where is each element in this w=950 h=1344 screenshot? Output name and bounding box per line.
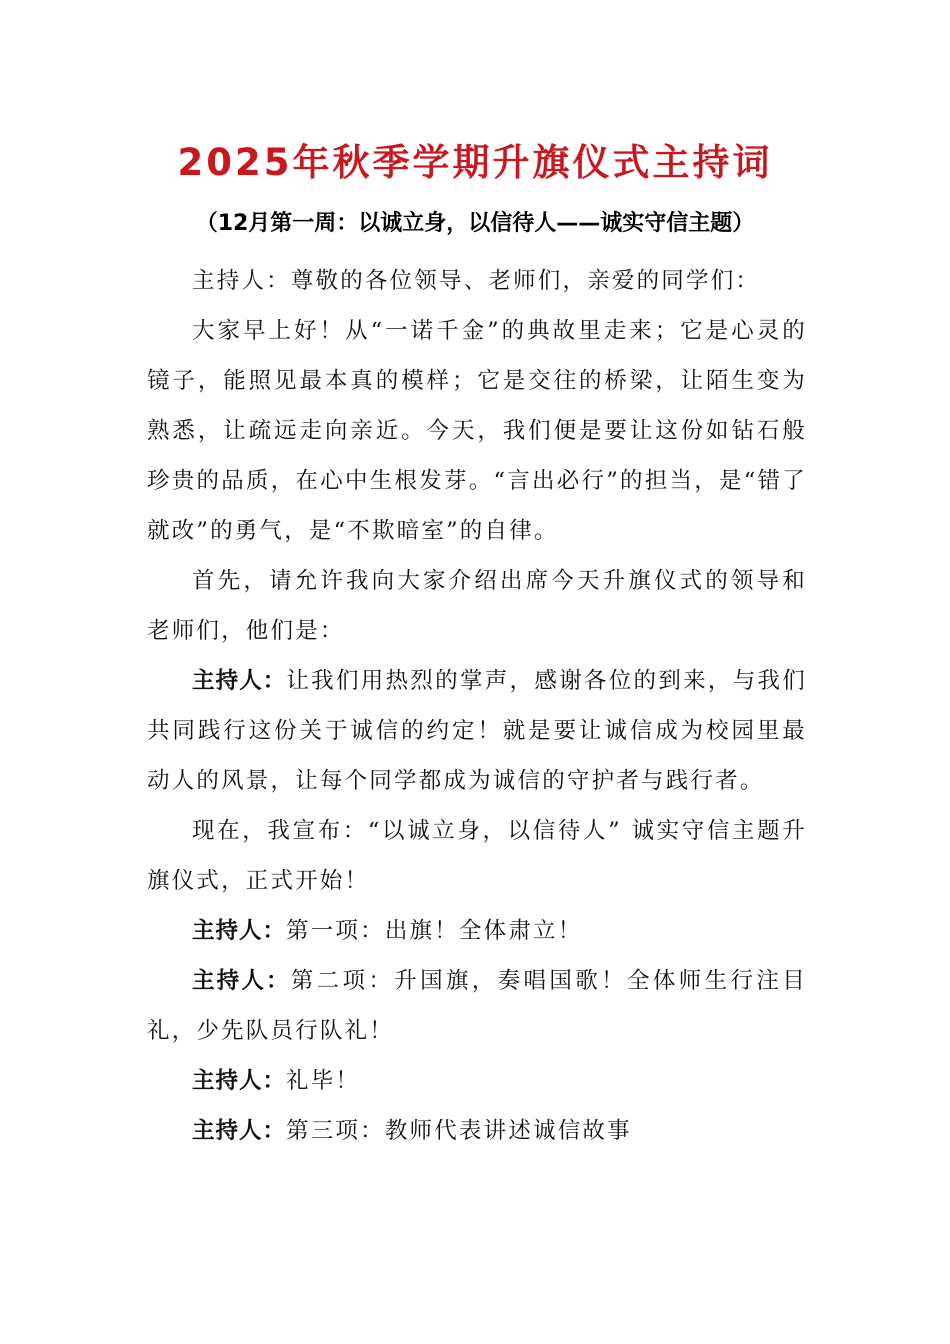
speaker-label: 主持人： bbox=[192, 968, 291, 994]
paragraph-announcement bbox=[147, 806, 807, 906]
paragraph-step-1 bbox=[147, 906, 807, 956]
paragraph-thanks bbox=[147, 656, 807, 806]
paragraph-text: 首先，请允许我向大家介绍出席今天升旗仪式的领导和老师们，他们是： bbox=[147, 568, 807, 644]
paragraph-introduction bbox=[147, 556, 807, 656]
paragraph-step-2 bbox=[147, 956, 807, 1056]
paragraph-text: 第一项：出旗！全体肃立！ bbox=[286, 918, 583, 944]
speaker-label: 主持人： bbox=[192, 1068, 287, 1094]
paragraph-text: 礼毕！ bbox=[286, 1068, 361, 1094]
paragraph-text: 第二项：升国旗，奏唱国歌！全体师生行注目礼，少先队员行队礼！ bbox=[147, 968, 807, 1044]
paragraph-text: 大家早上好！从“一诺千金”的典故里走来；它是心灵的镜子，能照见最本真的模样；它是交往的桥梁，让陌生变为熟悉，让疏远走向亲近。今天，我们便是要让这份如钻石般珍贵的品质，在心中生根发芽。“言出必行”的担当，是“错了就改”的勇气，是“不欺暗室”的自律。 bbox=[147, 318, 807, 544]
paragraph-text: 第三项：教师代表讲述诚信故事 bbox=[286, 1118, 632, 1144]
speaker-label: 主持人： bbox=[192, 1118, 287, 1144]
paragraph-text: 现在，我宣布：“以诚立身，以信待人” 诚实守信主题升旗仪式，正式开始！ bbox=[147, 818, 807, 894]
document-title: 2025年秋季学期升旗仪式主持词 bbox=[177, 141, 773, 184]
paragraph-text: 让我们用热烈的掌声，感谢各位的到来，与我们共同践行这份关于诚信的约定！就是要让诚信成为校园里最动人的风景，让每个同学都成为诚信的守护者与践行者。 bbox=[147, 668, 807, 794]
paragraph-salute-end bbox=[147, 1056, 807, 1106]
document-subtitle: （12月第一周：以诚立身，以信待人——诚实守信主题） bbox=[195, 211, 755, 236]
document-body bbox=[147, 256, 807, 1156]
paragraph-greeting bbox=[147, 256, 807, 306]
speaker-label: 主持人： bbox=[192, 668, 287, 694]
paragraph-opening bbox=[147, 306, 807, 556]
speaker-label: 主持人： bbox=[192, 918, 287, 944]
paragraph-step-3 bbox=[147, 1106, 807, 1156]
paragraph-text: 主持人：尊敬的各位领导、老师们，亲爱的同学们： bbox=[192, 268, 761, 294]
